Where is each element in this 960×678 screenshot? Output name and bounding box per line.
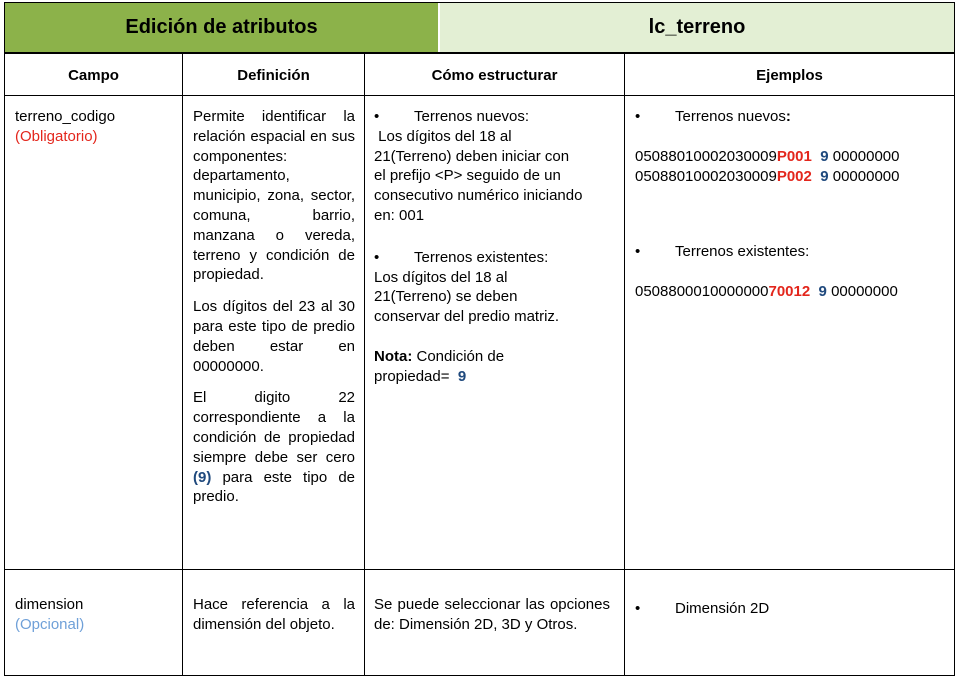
- list-item: [374, 107, 620, 127]
- list-item-colon: :: [785, 108, 791, 125]
- bullet-icon: •: [374, 108, 380, 125]
- attribute-table: [4, 2, 955, 676]
- field-status-required: (Obligatorio): [15, 127, 98, 145]
- field-cell-dimension: [15, 595, 175, 635]
- definition-cell: [193, 595, 355, 635]
- note: [374, 347, 620, 367]
- example-code: [635, 167, 950, 187]
- code-terreno: 70012: [768, 283, 811, 301]
- structure-line: conservar del predio matriz.: [374, 308, 560, 326]
- column-header-definicion: Definición: [237, 66, 310, 84]
- structure-line: Los dígitos del 18 al: [374, 268, 508, 286]
- list-item: [635, 599, 950, 619]
- column-divider: [624, 54, 625, 675]
- note-value: 9: [457, 367, 467, 385]
- bullet-icon: •: [374, 248, 380, 266]
- note-label: Nota:: [374, 347, 413, 365]
- condition-value: (9): [193, 468, 212, 486]
- structure-paragraph: Se puede seleccionar las opciones de: Dimensión 2D, 3D y Otros.: [374, 596, 610, 633]
- note-text: Condición de: [412, 347, 505, 365]
- structure-line: consecutivo numérico iniciando: [374, 187, 583, 205]
- structure-cell: [374, 595, 610, 635]
- definition-text: para este tipo de predio.: [193, 468, 355, 506]
- code-terreno: P002: [776, 167, 812, 185]
- bullet-icon: •: [635, 108, 641, 125]
- list-item-title: Terrenos nuevos:: [414, 108, 530, 125]
- field-status-optional: (Opcional): [15, 615, 85, 633]
- field-cell-terreno-codigo: [15, 107, 175, 147]
- bullet-icon: •: [635, 600, 641, 617]
- column-divider: [364, 54, 365, 675]
- list-item: [374, 248, 620, 268]
- code-prefix: 05088010002030009: [635, 167, 777, 185]
- structure-line: el prefijo <P> seguido de un: [374, 167, 561, 185]
- definition-paragraph: [193, 388, 355, 507]
- examples-cell: [635, 107, 950, 302]
- column-header-campo: Campo: [68, 66, 119, 84]
- code-terreno: P001: [776, 147, 812, 165]
- definition-paragraph: Hace referencia a la dimensión del objeto.: [193, 596, 355, 633]
- list-item-title: Dimensión 2D: [675, 600, 770, 617]
- structure-line: 21(Terreno) se deben: [374, 288, 518, 306]
- code-suffix: 00000000: [832, 147, 900, 165]
- code-condition: 9: [820, 147, 829, 165]
- structure-cell: [374, 107, 620, 387]
- examples-cell: [635, 599, 950, 619]
- code-prefix: 0508800010000000: [635, 283, 769, 301]
- note-text: propiedad=: [374, 367, 450, 385]
- list-item: [635, 107, 950, 127]
- bullet-icon: •: [635, 243, 641, 261]
- definition-paragraph: Permite identificar la relación espacial en sus componentes: departamento, municipio, zona, sector, comuna, barrio, manzana o vereda, terreno y condición de propiedad.: [193, 108, 355, 284]
- list-item-title: Terrenos existentes:: [675, 243, 810, 261]
- note-line: [374, 367, 620, 387]
- column-header-ejemplos: Ejemplos: [756, 66, 823, 84]
- code-condition: 9: [820, 167, 829, 185]
- field-name: terreno_codigo: [15, 108, 116, 125]
- definition-text: El digito 22 correspondiente a la condición de propiedad siempre debe ser cero: [193, 389, 355, 466]
- code-condition: 9: [818, 283, 827, 301]
- structure-line: 21(Terreno) deben iniciar con: [374, 147, 570, 165]
- structure-line: en: 001: [374, 206, 425, 224]
- column-header-como: Cómo estructurar: [431, 66, 558, 84]
- row-divider: [5, 569, 954, 570]
- code-suffix: 00000000: [832, 167, 900, 185]
- structure-line: Los dígitos del 18 al: [374, 127, 512, 145]
- definition-paragraph: Los dígitos del 23 al 30 para este tipo de predio deben estar en 00000000.: [193, 298, 355, 375]
- header-title-layer: lc_terreno: [440, 3, 954, 52]
- code-suffix: 00000000: [831, 283, 898, 301]
- field-name: dimension: [15, 596, 84, 613]
- code-prefix: 05088010002030009: [635, 147, 777, 165]
- column-divider: [182, 54, 183, 675]
- definition-cell: [193, 107, 355, 507]
- list-item: [635, 242, 950, 262]
- example-code: [635, 282, 950, 302]
- example-code: [635, 147, 950, 167]
- list-item-title: Terrenos existentes:: [414, 248, 549, 266]
- header-title-edicion: Edición de atributos: [5, 3, 440, 52]
- list-item-title: Terrenos nuevos: [675, 108, 786, 125]
